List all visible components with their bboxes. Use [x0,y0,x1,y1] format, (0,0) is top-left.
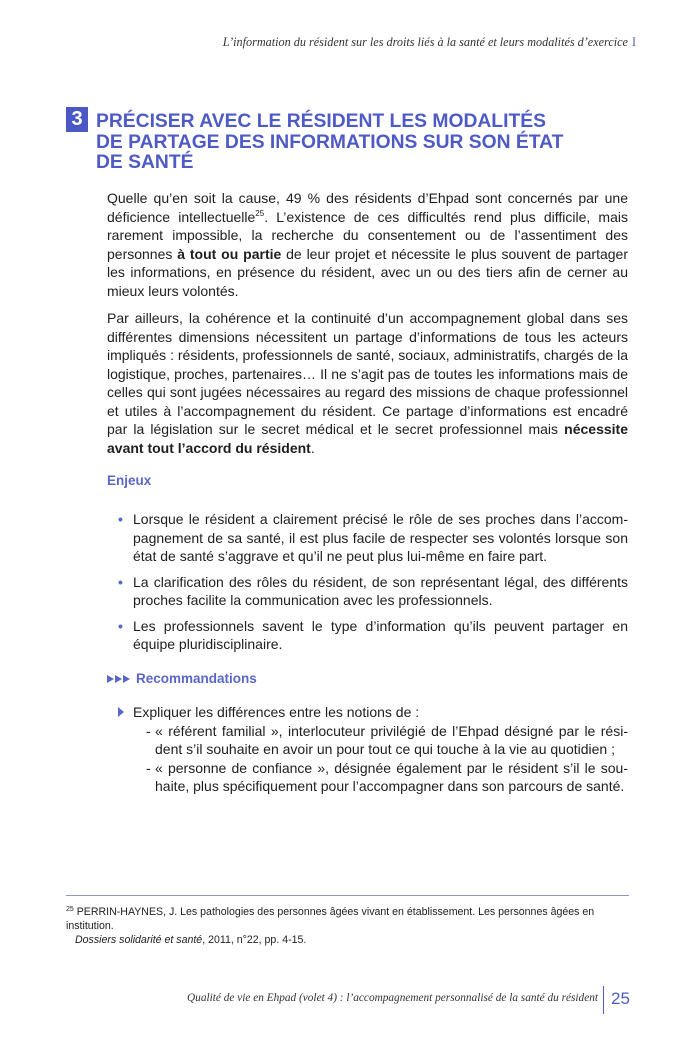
bullet-dot: • [118,573,123,590]
section-title-line-3: DE SANTÉ [96,152,194,173]
enjeux-item [118,510,628,566]
paragraph-sharing-text: Par ailleurs, la cohérence et la continuité d’un accompagnement global dans ses différentes dimensions nécessitent un partage d’informations de tous les acteurs impliqués : résidents, professionnels de santé, sociaux, administratifs, chargés de la logistique, proches, partenaires… Il ne s’agit pas de toutes les informations mais de celles qui sont jugées nécessaires au regard des missions de chaque professionnel et utiles à l’accompagnement du résident. Ce partage d’informations est encadré par la législation sur le secret médical et le secret professionnel mais [107,310,628,437]
recommandations-heading-row [107,671,257,686]
footnote-reference[interactable]: 25 [255,208,265,218]
enjeux-heading: Enjeux [107,473,152,488]
footnote [66,905,630,947]
dash-marker: - [146,722,151,739]
page-number: 25 [611,989,630,1008]
paragraph-sharing-end: . [310,439,315,456]
recommandation-subitem-text: « référent familial », interlocuteur privilégié de l’Ehpad désigné par le résident s’il souhaite en avoir un pour tout ce qui touche à la vie au quotidien ; [155,722,628,757]
section-number-badge: 3 [66,107,88,132]
footnote-line-2 [66,933,630,947]
section-title-line-1: PRÉCISER AVEC LE RÉSIDENT LES MODALITÉS [96,111,546,132]
recommandation-item-text: Expliquer les différences entre les notions de : [133,704,420,720]
enjeux-item [118,573,628,610]
footnote-journal: Dossiers solidarité et santé [75,934,203,946]
section-title [96,112,616,174]
paragraph-sharing [107,309,628,457]
footer-separator [603,986,604,1014]
paragraph-intro [107,189,628,300]
paragraph-intro-emphasis: à tout ou partie [177,245,282,262]
section-title-line-2: DE PARTAGE DES INFORMATIONS SUR SON ÉTAT [96,131,564,153]
footnote-rest: , 2011, n°22, pp. 4-15. [202,934,307,946]
running-header-title: L’information du résident sur les droits liés à la santé et leurs modalités d’exercice [222,35,628,49]
running-header [223,35,636,50]
enjeux-item-text: La clarification des rôles du résident, de son représentant légal, des différents proches facilite la communication avec les professionnels. [133,573,628,608]
running-footer: Qualité de vie en Ehpad (volet 4) : l’accompagnement personnalisé de la santé du résident [187,992,598,1004]
enjeux-item-text: Les professionnels savent le type d’information qu’ils peuvent partager en équipe pluridisciplinaire. [133,617,628,652]
recommandation-subitem-text: « personne de confiance », désignée également par le résident s’il le souhaite, plus spécifiquement pour l’accompagner dans son parcours de santé. [155,759,628,794]
enjeux-list [118,510,628,661]
footnote-text: PERRIN-HAYNES, J. Les pathologies des personnes âgées vivant en établissement. Les personnes âgées en institution. [66,906,595,932]
paragraph-intro-text-3: de leur projet et nécessite le plus souvent de partager les informations, en présence du résident, avec un ou des tiers afin de cerner au mieux leurs volontés. [107,245,628,299]
dash-marker: - [146,759,151,776]
enjeux-item-text: Lorsque le résident a clairement précisé le rôle de ses proches dans l’accompagnement de sa santé, il est plus facile de respecter ses volontés lorsque son état de santé s’aggrave et qu’il ne peut plus lui-même en faire part. [133,511,628,564]
triple-arrow-icon [107,675,130,683]
footnote-marker: 25 [66,906,74,913]
recommandations-block [118,703,628,796]
bullet-dot: • [118,511,123,527]
recommandations-heading: Recommandations [136,671,257,686]
triangle-bullet-icon [118,707,124,717]
recommandation-sublist [118,722,628,796]
recommandation-item [118,703,628,722]
recommandation-subitem [118,759,628,796]
footnote-divider [66,895,629,896]
enjeux-item [118,617,628,654]
recommandation-subitem [118,722,628,759]
paragraph-intro-text: Quelle qu’en soit la cause, 49 % des résidents d’Ehpad sont concernés par une déficience intellectuelle [107,190,628,225]
header-bar: I [631,35,636,49]
bullet-dot: • [118,617,123,634]
paragraph-intro-text-2: . L’existence de ces difficultés rend plus difficile, mais rarement impossible, la recherche du consentement ou de l’assentiment des personnes [107,208,628,262]
paragraph-sharing-emphasis: nécessite avant tout l’accord du résident [107,421,628,456]
